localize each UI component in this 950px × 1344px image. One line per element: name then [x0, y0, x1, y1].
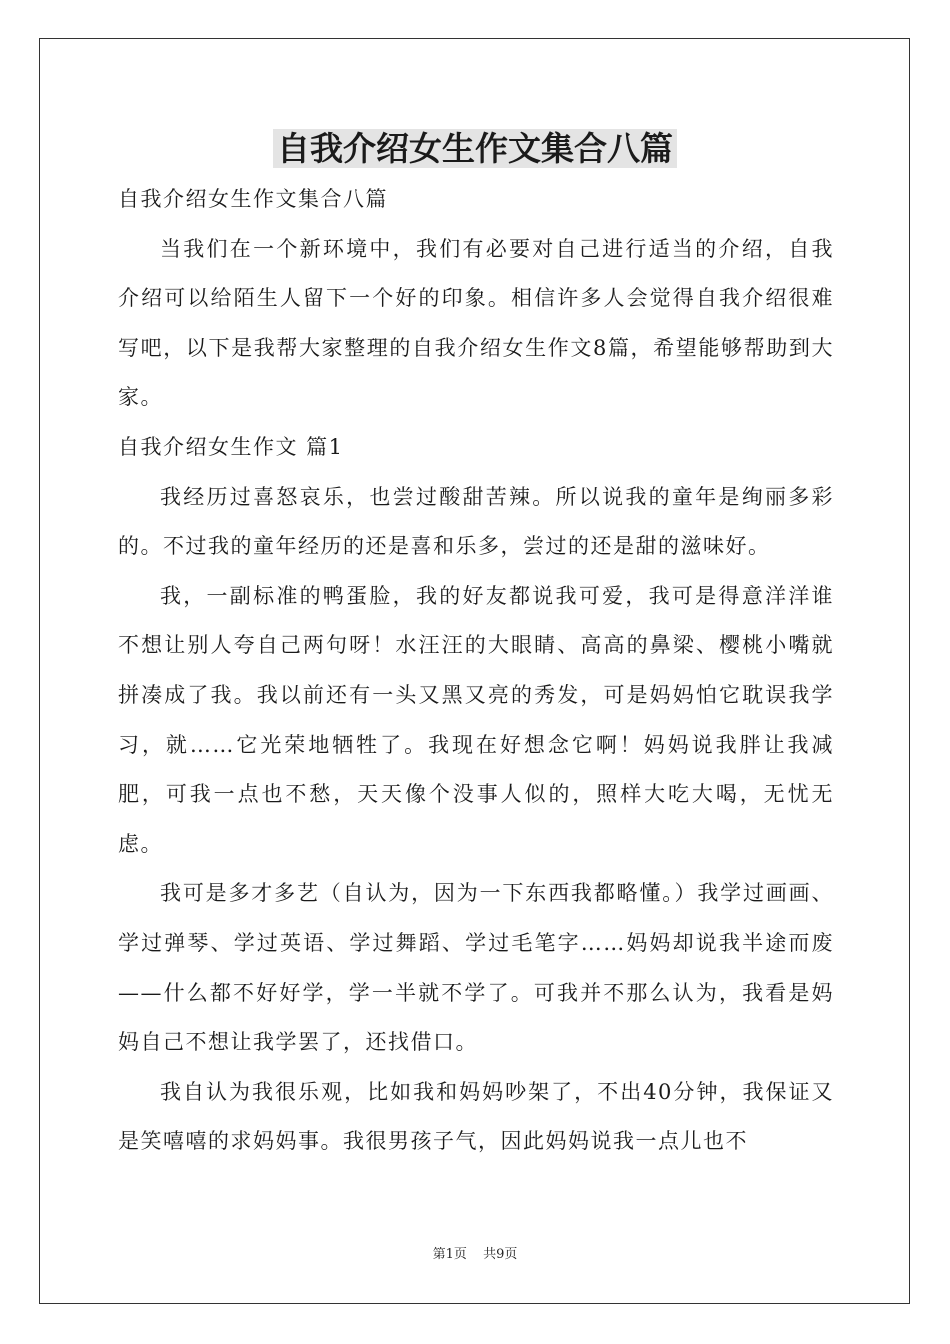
intro-paragraph: 当我们在一个新环境中，我们有必要对自己进行适当的介绍，自我介绍可以给陌生人留下一个好的印象。相信许多人会觉得自我介绍很难写吧，以下是我帮大家整理的自我介绍女生作文8篇，希望能够帮助到大家。 — [118, 236, 834, 410]
body-paragraph: 我，一副标准的鸭蛋脸，我的好友都说我可爱，我可是得意洋洋谁不想让别人夸自己两句呀！水汪汪的大眼睛、高高的鼻梁、樱桃小嘴就拼凑成了我。我以前还有一头又黑又亮的秀发，可是妈妈怕它耽误我学习，就……它光荣地牺牲了。我现在好想念它啊！妈妈说我胖让我减肥，可我一点也不愁，天天像个没事人似的，照样大吃大喝，无忧无虑。 — [118, 583, 834, 856]
body-paragraph: 我经历过喜怒哀乐，也尝过酸甜苦辣。所以说我的童年是绚丽多彩的。不过我的童年经历的还是喜和乐多，尝过的还是甜的滋味好。 — [118, 484, 834, 559]
body-paragraph: 我可是多才多艺（自认为，因为一下东西我都略懂。）我学过画画、学过弹琴、学过英语、学过舞蹈、学过毛笔字……妈妈却说我半途而废——什么都不好好学，学一半就不学了。可我并不那么认为，我看是妈妈自己不想让我学罢了，还找借口。 — [118, 881, 834, 1055]
section-heading-1: 自我介绍女生作文 篇1 — [118, 434, 344, 459]
document-subtitle: 自我介绍女生作文集合八篇 — [118, 187, 388, 211]
document-title — [0, 127, 950, 171]
page-number-current: 第1页 — [432, 1247, 467, 1262]
document-body — [118, 175, 834, 1167]
body-paragraph: 我自认为我很乐观，比如我和妈妈吵架了，不出40分钟，我保证又是笑嘻嘻的求妈妈事。我很男孩子气，因此妈妈说我一点儿也不 — [118, 1079, 834, 1154]
page-footer — [0, 1246, 950, 1264]
page-number-total: 共9页 — [483, 1247, 518, 1262]
document-title-text: 自我介绍女生作文集合八篇 — [273, 129, 677, 168]
